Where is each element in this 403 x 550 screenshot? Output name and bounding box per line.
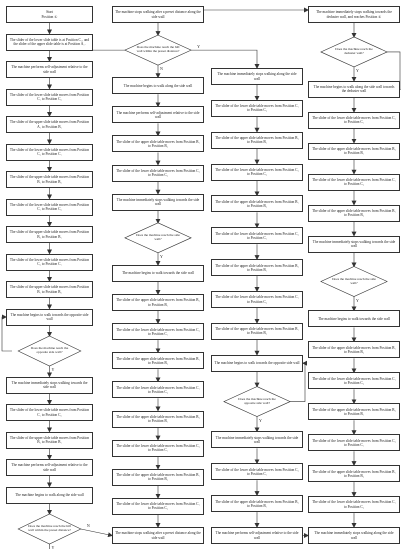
process-box: The slider of the upper slide table moves from Position B₁ to Position B₂	[308, 465, 400, 482]
process-box: The slider of the upper slide table moves from Position B₃ to Position B₁	[6, 226, 93, 243]
yes-label: Y	[356, 67, 359, 73]
process-box: The machine immediately stops walking towards the side wall	[211, 431, 303, 448]
process-box: The slider of the lower slide table moves from Position C₁ to Position C₃	[112, 498, 204, 515]
process-box: The slider of the upper slide table moves from Position B₂ to Position B₁	[308, 143, 400, 160]
process-box: The slider of the upper slide table moves from Position B₁ to Position B₂	[6, 281, 93, 298]
decision-text: Does the machine reach the side wall?	[332, 276, 376, 285]
process-box: The machine performs self-adjustment relative to the side wall	[6, 459, 93, 476]
yes-label: Y	[259, 417, 262, 423]
process-box: The machine immediately stops walking towards the deduster wall, and reaches Position ①	[308, 6, 400, 23]
decision-text: Does the machine reach the hill wall within the preset distance?	[28, 524, 71, 532]
process-box: The machine begins to walk along the side wall	[112, 77, 204, 94]
yes-label: Y	[51, 545, 55, 550]
process-box: The slider of the upper slide table moves from Position B₂ to Position B₁	[211, 132, 303, 149]
process-box: The slider of the upper slide table moves from Position B₁ to Position B₂	[308, 341, 400, 358]
yes-label: Y	[197, 44, 200, 50]
process-box: The slider of the upper slide table moves from Position B₁ to Position B₃	[112, 469, 204, 486]
decision-text: Does the machine reach the deduster wall?	[335, 47, 373, 55]
process-box: The slider of the lower slide table moves from Position C₁ to Position C₂	[308, 174, 400, 191]
process-box: The slider of the lower slide table moves from Position C₁ to Position C₂	[6, 404, 93, 421]
process-box: The machine performs self-adjustment relative to the side wall	[112, 106, 204, 123]
process-box: The slider of the upper slide table moves from Position B₂ to Position B₁	[308, 403, 400, 420]
process-box: The slider of the lower slide table moves from Position C₁ to Position C₂	[211, 100, 303, 117]
process-box: The slider of the upper slide table moves from Position B₁ to Position B₃	[211, 323, 303, 340]
process-box: The machine begins to walk along the side wall	[6, 487, 93, 504]
process-box: The slider of the upper slide table moves from Position B₁ to Position B₂	[112, 352, 204, 369]
yes-branch-arrow	[191, 50, 257, 68]
process-box: The slider of the lower slide table moves from Position C₁ to Position C₃	[211, 291, 303, 308]
decision-text: Does the machine reach the side wall?	[136, 232, 180, 241]
process-box: The slider of the lower slide table moves from Position C₂ to Position C₃	[112, 165, 204, 182]
process-box: The slider of the lower slide table moves from Position C₁ to Position C₃	[6, 199, 93, 216]
process-box: The machine begins to walk along the side wall towards the deduster wall	[308, 81, 400, 98]
yes-label: Y	[356, 297, 359, 303]
process-box: The machine immediately stops walking along the side wall	[308, 527, 400, 544]
no-branch-arrow	[81, 529, 112, 536]
decision-text: Does the machine reach the hill wall within the preset distance?	[136, 45, 180, 54]
process-box: The slider of the lower slide table moves from Position C₂ to Position C₁	[308, 112, 400, 129]
process-box: The machine immediately stops walking along the side wall	[211, 68, 303, 85]
process-box: The machine performs self-adjustment relative to the side wall	[6, 61, 93, 78]
process-box: The slider of the lower slide table moves from Position C₂ to Position C₁	[6, 144, 93, 161]
process-box: The slider of the lower slide table moves from Position C₁ to Position C₂	[308, 496, 400, 513]
process-box: The slider of the lower slide table moves from Position C₁ to Position C₂	[112, 381, 204, 398]
process-box: The slider of the lower slide table moves from Position C₂ to Position C₃	[211, 164, 303, 181]
decision-text: Does the machine reach the opposite side wall?	[238, 396, 276, 405]
process-box: The slider of the upper slide table moves from Position B₁ to Position B₂	[308, 205, 400, 222]
process-box: The machine immediately stops walking towards the side wall	[112, 194, 204, 211]
process-box: The machine begins to walk towards the side wall	[308, 310, 400, 327]
process-box: The slider of the lower slide table is at Position C₁, and the slider of the upper slide table is at Position A₁.	[6, 34, 93, 51]
process-box: The slider of the lower slide table moves from Position C₁ to Position C₂	[308, 372, 400, 389]
process-box: The slider of the upper slide table moves from Position B₃ to Position B₁	[211, 495, 303, 512]
process-box: The slider of the upper slide table moves from Position B₁ to Position B₃	[211, 195, 303, 212]
process-box: The slider of the lower slide table moves from Position C₃ to Position C₁	[211, 227, 303, 244]
process-box: The slider of the lower slide table moves from Position C₂ to Position C₁	[308, 434, 400, 451]
process-box: The machine begins to walk towards the opposite side wall	[6, 309, 93, 326]
process-box: The machine begins to walk towards the side wall	[112, 265, 204, 282]
process-box: The slider of the upper slide table moves from Position A₁ to Position B₁	[6, 116, 93, 133]
process-box: The slider of the upper slide table moves from Position B₁ to Position B₃	[112, 135, 204, 152]
process-box: The machine immediately stops walking towards the side wall	[308, 236, 400, 253]
process-box: The slider of the upper slide table moves from Position B₁ to Position B₃	[6, 171, 93, 188]
yes-label: Y	[160, 253, 163, 259]
process-box: The slider of the lower slide table moves from Position C₂ to Position C₁	[112, 440, 204, 457]
no-label: N	[86, 523, 90, 528]
process-box: The slider of the upper slide table moves from Position B₂ to Position B₁	[6, 432, 93, 449]
process-box: The machine immediately stops walking towards the side wall	[6, 377, 93, 394]
process-box: The slider of the lower slide table moves from Position C₃ to Position C₁	[211, 463, 303, 480]
process-box: The machine stops walking after a preset distance along the side wall	[112, 6, 204, 23]
process-box: The slider of the lower slide table moves from Position C₃ to Position C₁	[112, 323, 204, 340]
no-label: N	[160, 66, 163, 72]
process-box: The slider of the lower slide table moves from Position C₁ to Position C₂	[6, 89, 93, 106]
process-box: The slider of the upper slide table moves from Position B₂ to Position B₁	[112, 411, 204, 428]
yes-label: Y	[51, 367, 55, 372]
process-box: The slider of the lower slide table moves from Position C₃ to Position C₁	[6, 254, 93, 271]
start-node: Start Position ①	[6, 6, 93, 23]
process-box: The machine begins to walk towards the opposite side wall	[211, 355, 303, 372]
decision-text: Does the machine reach the opposite side wall?	[30, 346, 69, 354]
process-box: The slider of the upper slide table moves from Position B₃ to Position B₁	[211, 259, 303, 276]
process-box: The slider of the upper slide table moves from Position B₃ to Position B₁	[112, 294, 204, 311]
process-box: The machine stops walking after a preset distance along the side wall	[112, 527, 204, 544]
process-box: The machine performs self-adjustment relative to the side wall	[211, 527, 303, 544]
